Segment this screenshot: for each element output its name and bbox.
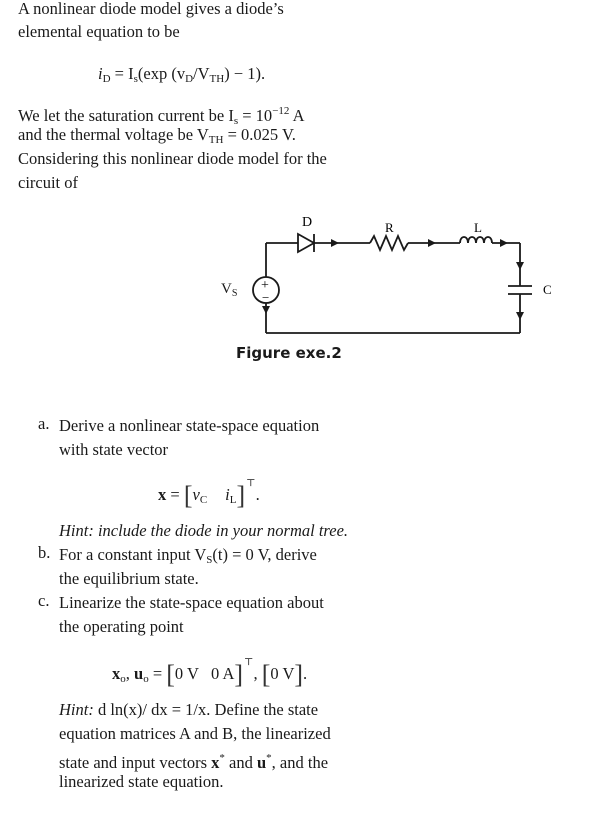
bracket-open-c1: [ (166, 660, 175, 689)
bracket-close-c1: ] (234, 660, 244, 689)
op-period: . (303, 664, 308, 683)
item-a-hint-label: Hint: (59, 521, 94, 540)
item-a-hint-text: include the diode in your normal tree. (93, 521, 349, 540)
item-c-hint-line-1 (59, 698, 318, 722)
capacitor-label: C (543, 282, 552, 297)
params-line-1-b: = 10 (238, 106, 273, 125)
eq-exp-vd: (exp (v (137, 64, 186, 83)
state-vc-sub: C (199, 494, 208, 506)
eq-slash-vth: /V (193, 64, 210, 83)
state-vector-equation (158, 478, 260, 511)
item-c-hint-u: u (256, 753, 267, 772)
item-c-letter: c. (38, 591, 50, 610)
item-b-line-2: the equilibrium state. (59, 569, 199, 588)
bracket-open-c2: [ (261, 660, 271, 689)
item-a-line-2: with state vector (59, 440, 169, 459)
eq-equals-is: = I (110, 64, 134, 83)
arrow-head-5 (516, 312, 524, 320)
eq-is-sub: s (133, 73, 138, 85)
inductor-label: L (474, 220, 482, 235)
item-c-hint-line-3-b: , and the (271, 753, 329, 772)
op-vec1: 0 V 0 A (174, 664, 235, 683)
state-transpose: ⊤ (246, 478, 256, 489)
bracket-open-a: [ (183, 481, 193, 510)
op-sep: , (253, 664, 262, 683)
eq-vth-sub: TH (209, 73, 225, 85)
params-is-sub: s (233, 115, 239, 127)
op-comma: , (125, 664, 134, 683)
state-vc: v (192, 485, 200, 504)
item-c-hint-and: and (224, 753, 257, 772)
diode-label: D (302, 215, 313, 230)
item-c-hint-b: . Define the state (206, 700, 319, 719)
params-line-1-a: We let the saturation current be I (18, 106, 234, 125)
op-transpose: ⊤ (244, 657, 254, 668)
arrow-head-1 (331, 239, 339, 247)
op-x-sub: o (120, 673, 126, 685)
eq-id-symbol: i (98, 64, 103, 83)
figure-caption: Figure exe.2 (236, 344, 342, 362)
item-b-vs-sub: S (206, 554, 213, 566)
diode-symbol (298, 234, 314, 252)
source-label-sub: S (231, 288, 238, 299)
source-label-v: V (221, 281, 232, 297)
op-u: u (134, 664, 144, 683)
intro-line-1: A nonlinear diode model gives a diode’s (18, 0, 284, 18)
operating-point-equation (112, 657, 307, 690)
source-label (221, 281, 237, 299)
item-c-hint-line-4: linearized state equation. (59, 772, 224, 791)
item-a-hint (59, 519, 348, 543)
source-minus: − (262, 290, 270, 305)
item-b-letter: b. (38, 543, 51, 562)
arrow-head-4 (516, 262, 524, 270)
item-a-line-1: Derive a nonlinear state-space equation (59, 416, 320, 435)
op-equals: = (148, 664, 167, 683)
op-u-sub: o (143, 673, 149, 685)
bracket-close-a: ] (236, 481, 246, 510)
inductor-symbol (460, 237, 492, 243)
params-line-3: Considering this nonlinear diode model for the (18, 149, 327, 168)
op-x: x (112, 664, 121, 683)
source-plus: + (261, 278, 269, 293)
eq-vd-sub: D (185, 73, 194, 85)
state-vector-equals: = (166, 485, 184, 504)
item-c-hint-star-1: * (219, 752, 225, 764)
params-vth-sub: TH (208, 134, 224, 146)
params-line-2-b: = 0.025 V. (223, 125, 296, 144)
item-c-hint-label: Hint: (59, 700, 94, 719)
circuit-diagram (0, 0, 601, 360)
state-period: . (255, 485, 260, 504)
arrow-head-6 (262, 306, 270, 314)
resistor-label: R (385, 220, 394, 235)
item-c-hint-a: d ln(x)/ dx = 1/x (93, 700, 207, 719)
params-line-4: circuit of (18, 173, 79, 192)
item-b-line-1-a: For a constant input V (59, 545, 207, 564)
arrow-head-3 (500, 239, 508, 247)
op-vec2: 0 V (270, 664, 295, 683)
state-il-sub: L (229, 494, 237, 506)
intro-line-2: elemental equation to be (18, 22, 180, 41)
item-c-hint-line-2: equation matrices A and B, the linearized (59, 724, 331, 743)
state-il: i (225, 485, 230, 504)
item-c-hint-x: x (211, 753, 220, 772)
item-b-line-1-b: (t) = 0 V, derive (212, 545, 317, 564)
state-vector-x: x (158, 485, 167, 504)
item-c-line-1: Linearize the state-space equation about (59, 593, 324, 612)
params-line-1-c: A (289, 106, 305, 125)
item-c-hint-line-3-a: state and input vectors (59, 753, 212, 772)
item-c-line-2: the operating point (59, 617, 184, 636)
eq-id-sub: D (102, 73, 111, 85)
item-a-letter: a. (38, 414, 50, 433)
item-c-hint-star-2: * (266, 752, 272, 764)
arrow-head-2 (428, 239, 436, 247)
resistor-symbol (370, 236, 408, 250)
eq-tail: ) − 1). (224, 64, 266, 83)
bracket-close-c2: ] (294, 660, 304, 689)
params-exponent: −12 (272, 105, 290, 117)
params-line-2-a: and the thermal voltage be V (18, 125, 209, 144)
